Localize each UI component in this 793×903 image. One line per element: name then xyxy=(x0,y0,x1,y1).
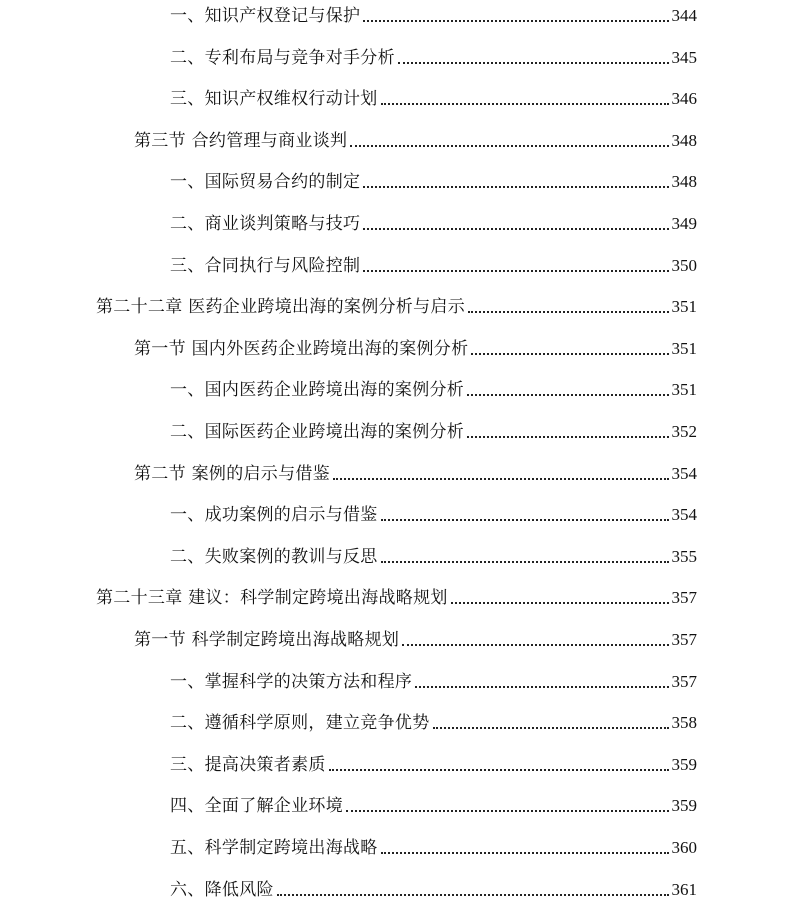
toc-entry-section[interactable] xyxy=(134,455,697,485)
toc-entry-page-number: 357 xyxy=(671,588,697,608)
toc-entry-page-number: 359 xyxy=(671,754,697,774)
dot-leader xyxy=(402,644,668,646)
toc-entry-item[interactable] xyxy=(170,663,697,693)
toc-entry-item[interactable] xyxy=(170,39,697,69)
toc-entry-chapter[interactable] xyxy=(96,579,697,609)
dot-leader xyxy=(415,686,668,688)
toc-entry-page-number: 357 xyxy=(671,671,697,691)
dot-leader xyxy=(433,727,669,729)
toc-entry-item[interactable] xyxy=(170,829,697,859)
dot-leader xyxy=(363,228,668,230)
dot-leader xyxy=(467,436,668,438)
toc-entry-page-number: 359 xyxy=(671,796,697,816)
toc-entry-item[interactable] xyxy=(170,871,697,901)
toc-entry-page-number: 361 xyxy=(671,879,697,899)
dot-leader xyxy=(398,62,669,64)
toc-entry-title: 五、科学制定跨境出海战略 xyxy=(170,838,378,858)
toc-entry-title: 三、提高决策者素质 xyxy=(170,754,326,775)
toc-entry-title: 一、国际贸易合约的制定 xyxy=(170,172,361,193)
dot-leader xyxy=(468,311,668,313)
toc-entry-title: 二、遵循科学原则，建立竞争优势 xyxy=(170,713,430,734)
toc-entry-page-number: 355 xyxy=(671,546,697,566)
dot-leader xyxy=(346,810,669,812)
toc-entry-title: 第二十二章 医药企业跨境出海的案例分析与启示 xyxy=(96,297,466,318)
toc-entry-page-number: 350 xyxy=(671,255,697,275)
toc-entry-page-number: 351 xyxy=(671,297,697,317)
dot-leader xyxy=(363,270,668,272)
toc-entry-item[interactable] xyxy=(170,80,697,110)
toc-entry-page-number: 358 xyxy=(671,713,697,733)
toc-entry-page-number: 351 xyxy=(671,380,697,400)
toc-entry-item[interactable] xyxy=(170,413,697,443)
toc-entry-item[interactable] xyxy=(170,538,697,568)
toc-entry-title: 二、商业谈判策略与技巧 xyxy=(170,214,361,234)
dot-leader xyxy=(350,145,668,147)
toc-entry-page-number: 351 xyxy=(671,338,697,358)
toc-entry-page-number: 352 xyxy=(671,422,697,441)
toc-entry-page-number: 357 xyxy=(671,630,697,649)
toc-entry-title: 第二十三章 建议：科学制定跨境出海战略规划 xyxy=(96,588,448,609)
toc-entry-title: 三、合同执行与风险控制 xyxy=(170,255,361,276)
toc-entry-title: 四、全面了解企业环境 xyxy=(170,796,343,817)
toc-entry-title: 一、知识产权登记与保护 xyxy=(170,6,361,26)
toc-entry-page-number: 354 xyxy=(671,505,697,525)
toc-entry-title: 第二节 案例的启示与借鉴 xyxy=(134,463,331,484)
toc-entry-item[interactable] xyxy=(170,371,697,401)
toc-entry-page-number: 348 xyxy=(671,172,697,192)
dot-leader xyxy=(381,519,669,521)
toc-entry-section[interactable] xyxy=(134,621,697,651)
toc-entry-page-number: 354 xyxy=(671,463,697,483)
toc-entry-title: 六、降低风险 xyxy=(170,879,274,900)
toc-entry-item[interactable] xyxy=(170,163,697,193)
toc-entry-page-number: 344 xyxy=(671,6,697,25)
toc-entry-title: 三、知识产权维权行动计划 xyxy=(170,89,378,110)
toc-entry-item[interactable] xyxy=(170,746,697,776)
toc-entry-title: 第一节 科学制定跨境出海战略规划 xyxy=(134,630,400,650)
toc-entry-item[interactable] xyxy=(170,704,697,734)
dot-leader xyxy=(467,394,668,396)
toc-entry-title: 第一节 国内外医药企业跨境出海的案例分析 xyxy=(134,338,469,359)
dot-leader xyxy=(363,20,668,22)
toc-entry-title: 二、国际医药企业跨境出海的案例分析 xyxy=(170,422,465,442)
toc-entry-page-number: 360 xyxy=(671,838,697,857)
toc-entry-page-number: 348 xyxy=(671,130,697,150)
dot-leader xyxy=(381,561,669,563)
dot-leader xyxy=(277,894,669,896)
toc-entry-title: 第三节 合约管理与商业谈判 xyxy=(134,130,348,151)
toc-entry-section[interactable] xyxy=(134,330,697,360)
toc-entry-page-number: 346 xyxy=(671,89,697,109)
toc-entry-title: 一、国内医药企业跨境出海的案例分析 xyxy=(170,380,465,401)
dot-leader xyxy=(471,353,668,355)
dot-leader xyxy=(381,852,669,854)
dot-leader xyxy=(333,478,668,480)
toc-entry-title: 一、成功案例的启示与借鉴 xyxy=(170,505,378,526)
toc-entry-title: 一、掌握科学的决策方法和程序 xyxy=(170,671,413,692)
toc-entry-item[interactable] xyxy=(170,787,697,817)
toc-entry-chapter[interactable] xyxy=(96,288,697,318)
toc-entry-page-number: 349 xyxy=(671,214,697,233)
dot-leader xyxy=(363,186,668,188)
toc-entry-item[interactable] xyxy=(170,496,697,526)
toc-entry-title: 二、失败案例的教训与反思 xyxy=(170,546,378,567)
dot-leader xyxy=(381,103,669,105)
toc-entry-section[interactable] xyxy=(134,122,697,152)
dot-leader xyxy=(329,769,669,771)
dot-leader xyxy=(451,602,669,604)
toc-entry-item[interactable] xyxy=(170,0,697,27)
toc-entry-item[interactable] xyxy=(170,205,697,235)
toc-entry-item[interactable] xyxy=(170,247,697,277)
toc-entry-title: 二、专利布局与竞争对手分析 xyxy=(170,47,395,68)
toc-entry-page-number: 345 xyxy=(671,47,697,67)
